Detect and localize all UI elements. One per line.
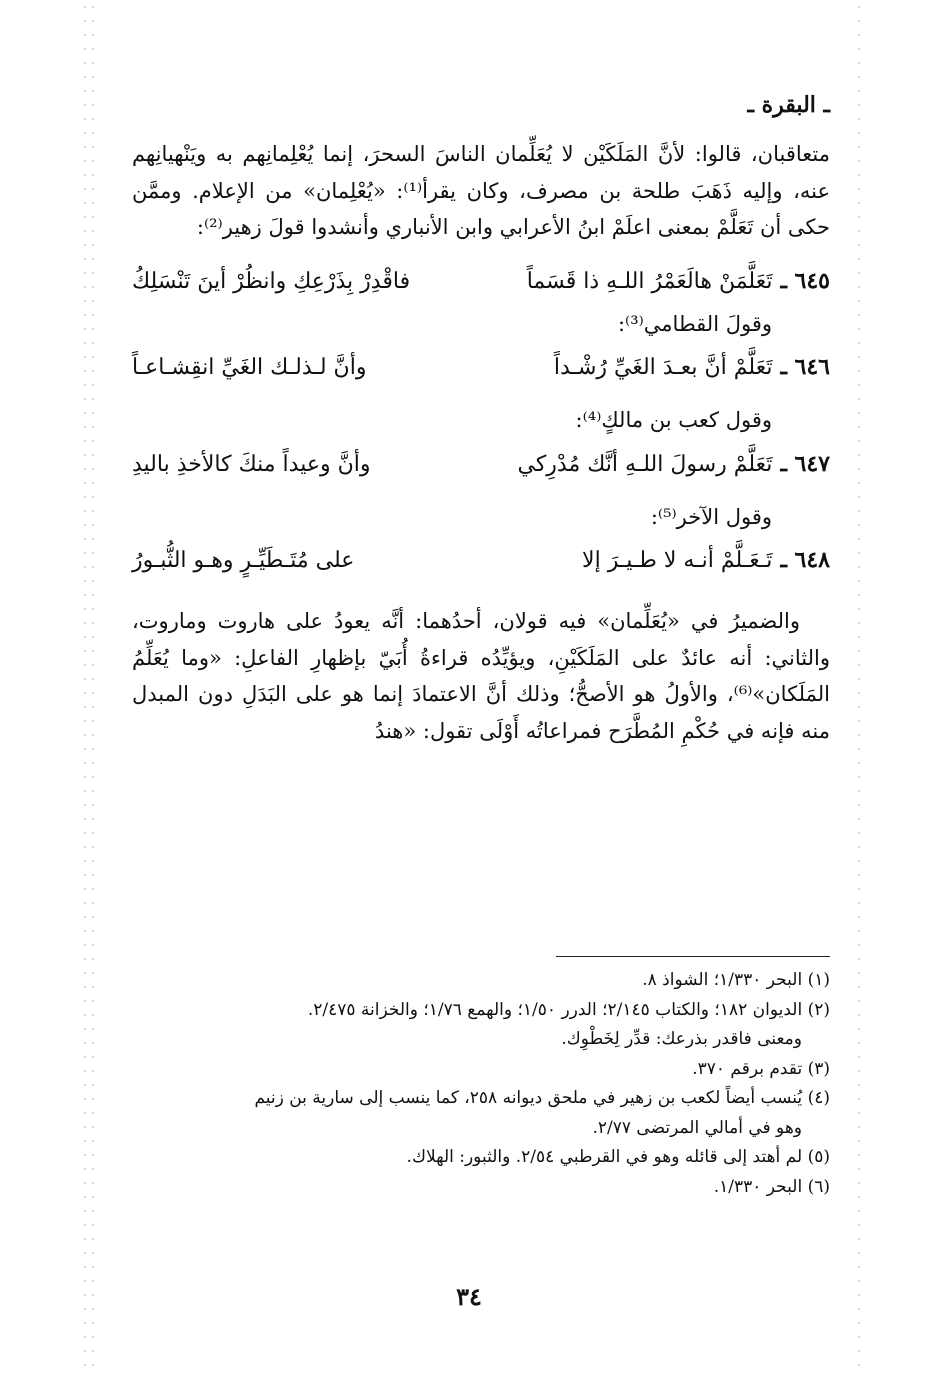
verse-first-hemistich: تَعَلَّمَنْ هالَعَمْرُ اللـهِ ذا قَسَماً xyxy=(526,268,773,294)
footnote-separator xyxy=(556,956,830,957)
footnote-continuation: ومعنى فاقدر بذرعك: قدِّر لِخَطْوِك. xyxy=(561,1029,802,1049)
footnote-5 xyxy=(132,1143,830,1173)
footnote-text: البحر ١/٣٣٠. xyxy=(713,1176,803,1197)
footnote-1 xyxy=(132,966,830,996)
main-text xyxy=(132,136,830,749)
footnote-continuation: وهو في أمالي المرتضى ٢/٧٧. xyxy=(592,1117,802,1138)
footnote-text: البحر ١/٣٣٠؛ الشواذ ٨. xyxy=(642,970,803,990)
verse-number: ٦٤٥ ـ xyxy=(780,267,830,294)
scan-margin-dots xyxy=(858,0,860,1374)
footnote-text: يُنسب أيضاً لكعب بن زهير في ملحق ديوانه ٢٥٨، كما ينسب إلى سارية بن زنيم xyxy=(254,1088,803,1108)
verse-number: ٦٤٦ ـ xyxy=(780,354,830,380)
paragraph-2: والضميرُ في «يُعَلِّمان» فيه قولان، أحدُهما: أنَّه يعودُ على هاروت وماروت، والثاني: أنه عائدٌ على المَلَكَيْنِ، ويؤيِّدُه قراءةُ أُبَيّ بإظهارِ الفاعلِ: «وما يُعَلِّمُ المَلَكان»⁽⁶⁾، والأولُ هو الأصحُّ؛ وذلك أنَّ الاعتمادَ إنما هو على البَدَلِ دون المبدل منه فإنه في حُكْمِ المُطَّرَح فمراعاتُه أَوْلَى تقول: «هندُ xyxy=(132,609,830,743)
scan-margin-dots xyxy=(92,0,94,1374)
verse-number: ٦٤٨ ـ xyxy=(780,547,830,573)
footnote-text: تقدم برقم ٣٧٠. xyxy=(692,1058,803,1079)
paragraph-1: متعاقبان، قالوا: لأنَّ المَلَكَيْن لا يُعَلِّمان الناسَ السحرَ، إنما يُعْلِمانِهم به ويَنْهيانِهم عنه، وإليه ذَهَبَ طلحة بن مصرف، وكان يقرأ⁽¹⁾: «يُعْلِمان» من الإعلام. وممَّن حكى أن تَعَلَّمْ بمعنى اعلَمْ ابنُ الأعرابي وابن الأنباري وأنشدوا قولَ زهير⁽²⁾: xyxy=(132,142,830,239)
verse-number: ٦٤٧ ـ xyxy=(780,450,830,477)
intro-kaab: وقول كعب بن مالكٍ⁽⁴⁾: xyxy=(575,408,772,432)
footnote-marker: (٣) xyxy=(807,1058,830,1079)
scan-margin-dots xyxy=(84,0,86,1374)
verse-second-hemistich: وأنَّ لـذلـك الغَيِّ انقِشـاعـاً xyxy=(132,355,367,380)
verse-second-hemistich: على مُتَـطَيِّـرٍ وهـو الثُّبـورُ xyxy=(132,548,355,573)
verse-648 xyxy=(132,535,830,585)
verse-first-hemistich: تَعَلَّمْ أنَّ بعـدَ الغَيِّ رُشْـداً xyxy=(553,355,773,380)
footnote-marker: (٥) xyxy=(807,1147,830,1167)
footnote-4 xyxy=(132,1084,830,1143)
verse-645 xyxy=(132,256,830,306)
verse-second-hemistich: وأنَّ وعيداً منكَ كالأخذِ باليدِ xyxy=(132,451,371,477)
footnote-2 xyxy=(132,996,830,1055)
intro-qatami: وقولَ القطامي⁽³⁾: xyxy=(617,311,772,336)
footnote-marker: (٢) xyxy=(807,999,830,1020)
verse-first-hemistich: تَعَلَّمْ رسولَ اللـهِ أنَّك مُدْرِكي xyxy=(517,451,773,477)
page-number: ٣٤ xyxy=(456,1282,482,1311)
footnotes xyxy=(132,966,830,1202)
verse-647 xyxy=(132,439,830,489)
footnote-marker: (٦) xyxy=(807,1176,830,1197)
verse-646 xyxy=(132,342,830,392)
verse-first-hemistich: تَـعَـلَّمْ أنـه لا طـيـرَ إلا xyxy=(582,548,773,573)
footnote-3 xyxy=(132,1055,830,1085)
footnote-marker: (٤) xyxy=(807,1088,830,1108)
running-title: ـ البقرة ـ xyxy=(747,92,830,118)
verse-second-hemistich: فاقْدِرْ بِذَرْعِكِ وانظُرْ أينَ تَنْسَلِكُ xyxy=(132,268,411,294)
footnote-text: لم أهتد إلى قائله وهو في القرطبي ٢/٥٤. والثبور: الهلاك. xyxy=(406,1147,803,1167)
footnote-marker: (١) xyxy=(807,970,830,990)
footnote-text: الديوان ١٨٢؛ والكتاب ٢/١٤٥؛ الدرر ١/٥٠؛ والهمع ١/٧٦؛ والخزانة ٢/٤٧٥. xyxy=(307,999,803,1020)
intro-other: وقول الآخر⁽⁵⁾: xyxy=(650,504,772,529)
footnote-6 xyxy=(132,1173,830,1203)
